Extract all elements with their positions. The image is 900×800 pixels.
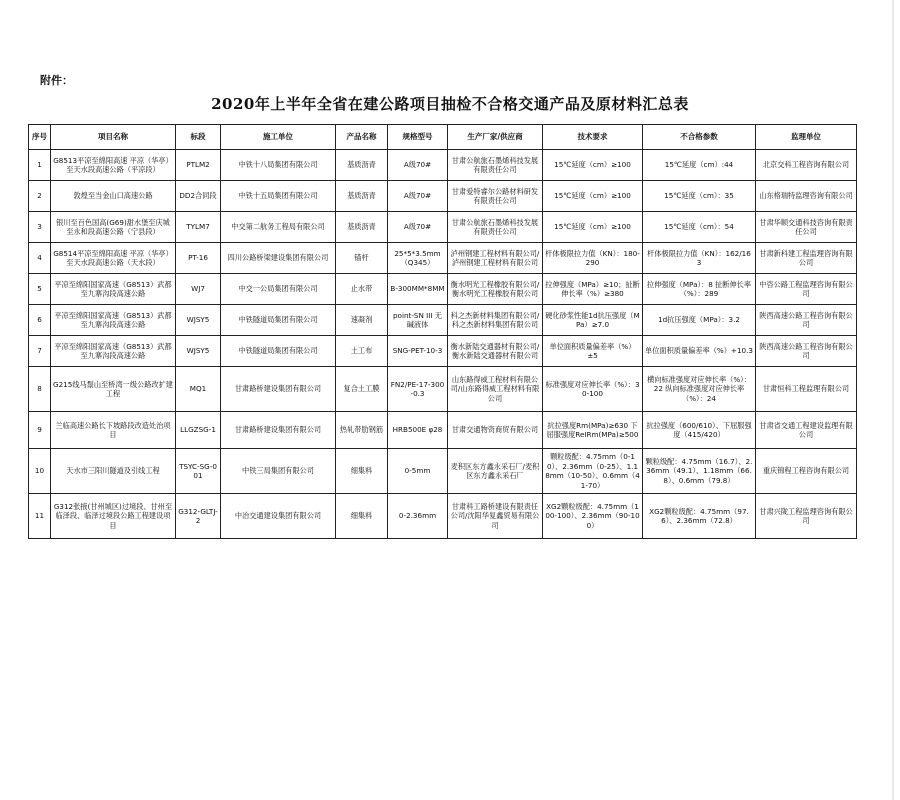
cell-project: 平凉至绵阳国家高速（G8513）武都至九寨沟段高速公路 [51, 336, 176, 367]
document-title: 2020年上半年全省在建公路项目抽检不合格交通产品及原材料汇总表 [211, 95, 689, 113]
cell-maker: 泸州钢建工程材料有限公司/泸州钢建工程材料有限公司 [448, 243, 543, 274]
table-row [29, 181, 857, 212]
cell-supervisor: 重庆锦程工程咨询有限公司 [756, 449, 857, 494]
cell-requirement: 拉伸强度（MPa）≥10；扯断伸长率（%）≥380 [543, 274, 643, 305]
cell-failed: 15℃延度（cm）：54 [643, 212, 756, 243]
cell-section: WJSY5 [176, 336, 221, 367]
cell-maker: 甘肃交通物资商贸有限公司 [448, 412, 543, 449]
table-header-row [29, 125, 857, 150]
cell-requirement: 15℃延度（cm）≥100 [543, 150, 643, 181]
cell-project: 平凉至绵阳国家高速（G8513）武都至九寨沟段高速公路 [51, 274, 176, 305]
table-row [29, 336, 857, 367]
table-row [29, 212, 857, 243]
summary-table [28, 124, 857, 539]
cell-requirement: 15℃延度（cm）≥100 [543, 181, 643, 212]
col-header-failed: 不合格参数 [643, 125, 756, 150]
cell-spec: point-SN III 无碱液体 [388, 305, 448, 336]
cell-section: MQ1 [176, 367, 221, 412]
cell-contractor: 中铁隧道局集团有限公司 [221, 336, 336, 367]
cell-spec: 0-5mm [388, 449, 448, 494]
cell-supervisor: 甘肃兴陇工程监理咨询有限公司 [756, 494, 857, 539]
col-header-product: 产品名称 [336, 125, 388, 150]
cell-failed: 拉伸强度（MPa）：8 扯断伸长率（%）：289 [643, 274, 756, 305]
cell-section: G312-GLTJ-2 [176, 494, 221, 539]
cell-spec: 25*5*3.5mm（Q345） [388, 243, 448, 274]
cell-no: 6 [29, 305, 51, 336]
cell-spec: B-300MM*8MM [388, 274, 448, 305]
cell-project: G215线马鬃山至桥湾一级公路改扩建工程 [51, 367, 176, 412]
cell-spec: 0-2.36mm [388, 494, 448, 539]
cell-product: 基质沥青 [336, 212, 388, 243]
cell-supervisor: 陕西高速公路工程咨询有限公司 [756, 305, 857, 336]
cell-contractor: 中铁十五局集团有限公司 [221, 181, 336, 212]
cell-no: 3 [29, 212, 51, 243]
cell-contractor: 中交一公局集团有限公司 [221, 274, 336, 305]
cell-requirement: 标准强度对应伸长率（%）：30-100 [543, 367, 643, 412]
cell-no: 2 [29, 181, 51, 212]
cell-product: 细集料 [336, 449, 388, 494]
col-header-spec: 规格型号 [388, 125, 448, 150]
cell-failed: 横向标准强度对应伸长率（%）：22 纵向标准强度对应伸长率（%）：24 [643, 367, 756, 412]
cell-maker: 山东路得威工程材料有限公司/山东路得威工程材料有限公司 [448, 367, 543, 412]
cell-maker: 甘肃科工路桥建设有限责任公司/沈阳华复鑫贸易有限公司 [448, 494, 543, 539]
cell-spec: A级70# [388, 181, 448, 212]
cell-section: PTLM2 [176, 150, 221, 181]
cell-no: 7 [29, 336, 51, 367]
cell-section: WJSY5 [176, 305, 221, 336]
cell-contractor: 中冶交通建设集团有限公司 [221, 494, 336, 539]
cell-contractor: 中交第二航务工程局有限公司 [221, 212, 336, 243]
scan-edge-shadow [892, 0, 894, 800]
cell-section: LLGZSG-1 [176, 412, 221, 449]
col-header-no: 序号 [29, 125, 51, 150]
table-row [29, 243, 857, 274]
cell-product: 基质沥青 [336, 181, 388, 212]
table-row [29, 449, 857, 494]
cell-section: PT-16 [176, 243, 221, 274]
cell-failed: 15℃延度（cm）:44 [643, 150, 756, 181]
cell-spec: A级70# [388, 150, 448, 181]
cell-project: G8513平凉至绵阳高速 平凉（华亭）至天水段高速公路（平凉段） [51, 150, 176, 181]
attachment-label: 附件： [40, 74, 73, 87]
cell-supervisor: 中咨公路工程监理咨询有限公司 [756, 274, 857, 305]
col-header-supervisor: 监理单位 [756, 125, 857, 150]
cell-no: 9 [29, 412, 51, 449]
cell-maker: 甘肃爱特睿尔公路材料研发有限责任公司 [448, 181, 543, 212]
table-row [29, 494, 857, 539]
cell-maker: 衡水明光工程橡胶有限公司/衡水明光工程橡胶有限公司 [448, 274, 543, 305]
cell-product: 锚杆 [336, 243, 388, 274]
cell-failed: 颗粒级配：4.75mm（16.7）、2.36mm（49.1）、1.18mm（66.8）、0.6mm（79.8） [643, 449, 756, 494]
cell-failed: 杆体极限拉力值（KN）：162/163 [643, 243, 756, 274]
cell-supervisor: 陕西高速公路工程咨询有限公司 [756, 336, 857, 367]
cell-failed: 1d抗压强度（MPa）：3.2 [643, 305, 756, 336]
cell-supervisor: 甘肃省交通工程建设监理有限公司 [756, 412, 857, 449]
cell-supervisor: 山东格瑞特监理咨询有限公司 [756, 181, 857, 212]
cell-contractor: 中铁十八局集团有限公司 [221, 150, 336, 181]
table-row [29, 305, 857, 336]
cell-project: 平凉至绵阳国家高速（G8513）武都至九寨沟段高速公路 [51, 305, 176, 336]
cell-failed: 单位面积质量偏差率（%）+10.3 [643, 336, 756, 367]
cell-maker: 科之杰新材料集团有限公司/科之杰新材料集团有限公司 [448, 305, 543, 336]
cell-product: 止水带 [336, 274, 388, 305]
cell-product: 土工布 [336, 336, 388, 367]
cell-supervisor: 甘肃华顺交通科技咨询有限责任公司 [756, 212, 857, 243]
cell-section: WJ7 [176, 274, 221, 305]
cell-section: DD2合同段 [176, 181, 221, 212]
table-row [29, 367, 857, 412]
cell-spec: FN2/PE-17-300-0.3 [388, 367, 448, 412]
cell-no: 11 [29, 494, 51, 539]
cell-product: 基质沥青 [336, 150, 388, 181]
cell-requirement: 硬化砂浆性能1d抗压强度（MPa）≥7.0 [543, 305, 643, 336]
cell-project: G312张掖(甘州城区)过境段、甘州至临泽段、临泽过境段公路工程建设项目 [51, 494, 176, 539]
cell-product: 细集料 [336, 494, 388, 539]
cell-maker: 麦积区东方鑫永采石厂/麦积区东方鑫永采石厂 [448, 449, 543, 494]
cell-project: 天水市三阳川隧道及引线工程 [51, 449, 176, 494]
col-header-requirement: 技术要求 [543, 125, 643, 150]
cell-spec: HRB500E φ28 [388, 412, 448, 449]
cell-section: TYLM7 [176, 212, 221, 243]
cell-requirement: 杆体极限拉力值（KN）：180-290 [543, 243, 643, 274]
col-header-project: 项目名称 [51, 125, 176, 150]
cell-requirement: 15℃延度（cm）≥100 [543, 212, 643, 243]
table-row [29, 412, 857, 449]
col-header-contractor: 施工单位 [221, 125, 336, 150]
cell-product: 热轧带肋钢筋 [336, 412, 388, 449]
cell-no: 10 [29, 449, 51, 494]
cell-contractor: 甘肃路桥建设集团有限公司 [221, 367, 336, 412]
cell-requirement: 单位面积质量偏差率（%）±5 [543, 336, 643, 367]
col-header-maker: 生产厂家/供应商 [448, 125, 543, 150]
cell-no: 8 [29, 367, 51, 412]
cell-supervisor: 甘肃恒科工程监理有限公司 [756, 367, 857, 412]
cell-no: 1 [29, 150, 51, 181]
cell-contractor: 中铁三局集团有限公司 [221, 449, 336, 494]
cell-product: 速凝剂 [336, 305, 388, 336]
cell-project: 兰临高速公路长下坡路段改造处治项目 [51, 412, 176, 449]
cell-no: 4 [29, 243, 51, 274]
cell-section: TSYC-SG-001 [176, 449, 221, 494]
cell-project: G8514平凉至绵阳高速 平凉（华亭）至天水段高速公路（天水段） [51, 243, 176, 274]
cell-contractor: 中铁隧道局集团有限公司 [221, 305, 336, 336]
cell-supervisor: 北京交科工程咨询有限公司 [756, 150, 857, 181]
cell-spec: A级70# [388, 212, 448, 243]
cell-requirement: 抗拉强度Rm(MPa)≥630 下屈服强度ReIRm(MPa)≥500 [543, 412, 643, 449]
cell-maker: 衡水新陆交通器材有限公司/衡水新陆交通器材有限公司 [448, 336, 543, 367]
cell-supervisor: 甘肃新科建工程监理咨询有限公司 [756, 243, 857, 274]
col-header-section: 标段 [176, 125, 221, 150]
cell-no: 5 [29, 274, 51, 305]
cell-requirement: 颗粒级配：4.75mm（0-10）、2.36mm（0-25）、1.18mm（10-50）、0.6mm（41-70） [543, 449, 643, 494]
cell-product: 复合土工膜 [336, 367, 388, 412]
cell-contractor: 甘肃路桥建设集团有限公司 [221, 412, 336, 449]
cell-requirement: XG2颗粒级配：4.75mm（100-100）、2.36mm（90-100） [543, 494, 643, 539]
cell-project: 银川至百色国高(G69)甜水堡至庆城至永和段高速公路（宁县段） [51, 212, 176, 243]
cell-failed: XG2颗粒级配：4.75mm（97.6）、2.36mm（72.8） [643, 494, 756, 539]
cell-spec: SNG-PET-10-3 [388, 336, 448, 367]
cell-failed: 抗拉强度（600/610）、下屈服强度（415/420） [643, 412, 756, 449]
cell-contractor: 四川公路桥梁建设集团有限公司 [221, 243, 336, 274]
cell-maker: 甘肃公航旅石墨烯科技发展有限责任公司 [448, 150, 543, 181]
table-row [29, 150, 857, 181]
cell-failed: 15℃延度（cm）：35 [643, 181, 756, 212]
cell-maker: 甘肃公航旅石墨烯科技发展有限责任公司 [448, 212, 543, 243]
table-row [29, 274, 857, 305]
cell-project: 敦煌至当金山口高速公路 [51, 181, 176, 212]
